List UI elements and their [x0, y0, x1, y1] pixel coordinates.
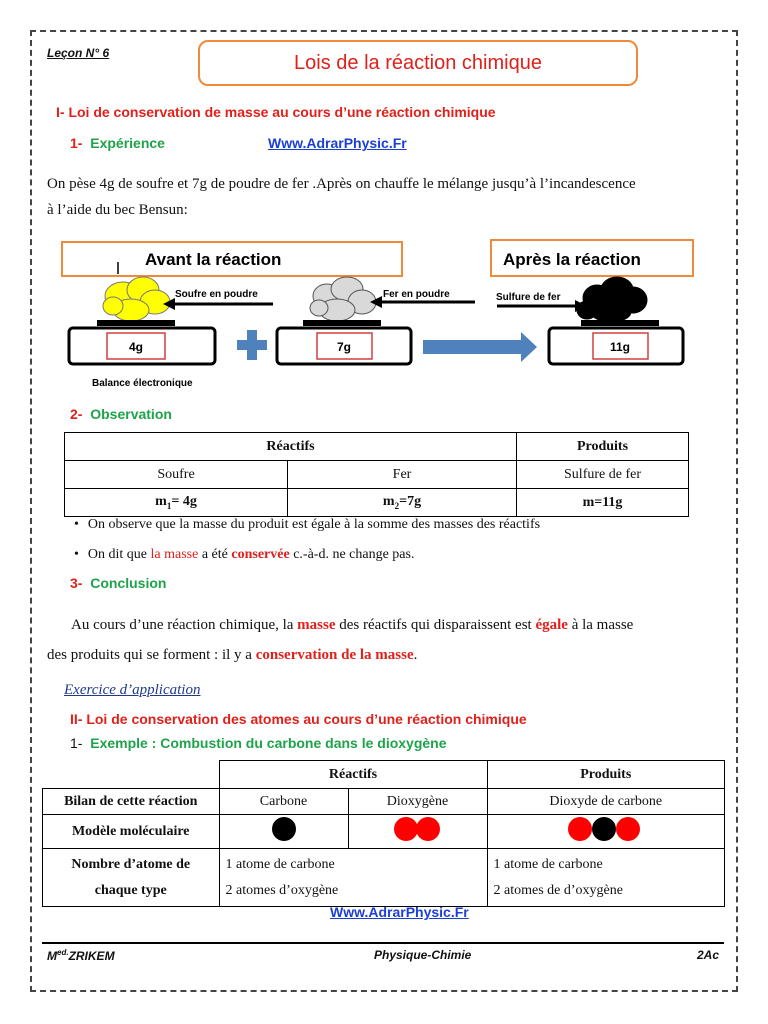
- section2-heading: II- Loi de conservation des atomes au cours d’une réaction chimique: [70, 711, 527, 727]
- observation-heading: 2- Observation: [70, 406, 172, 422]
- mass-3: 11g: [609, 340, 631, 354]
- iron-powder: [310, 277, 376, 321]
- adrarphysic-link-bottom[interactable]: Www.AdrarPhysic.Fr: [330, 904, 469, 920]
- reactant-atoms: 1 atome de carbone 2 atomes d’oxygène: [219, 849, 487, 907]
- mass-table: Réactifs Produits Soufre Fer Sulfure de fer $m_1= 4g$ $m_2=7g$ m=11g: [64, 432, 689, 517]
- sulfur-powder: [103, 277, 170, 321]
- atom-count-label: Nombre d’atome de chaque type: [43, 849, 220, 907]
- experiment-diagram: [55, 236, 715, 396]
- product-atoms: 1 atome de carbone 2 atomes de d’oxygène: [487, 849, 725, 907]
- section1-heading: I- Loi de conservation de masse au cours d’une réaction chimique: [56, 104, 496, 120]
- exercise-link[interactable]: Exercice d’application: [64, 682, 201, 698]
- author: $M^{ed.}ZRIKEM$: [47, 948, 115, 963]
- experience-intro: On pèse 4g de soufre et 7g de poudre de fer .Après on chauffe le mélange jusqu’à l’incandescence à l’aide du bec Bensun:: [47, 176, 636, 218]
- balance-label: Balance électronique: [92, 378, 193, 389]
- level: 2Ac: [697, 948, 720, 962]
- soufre-label: Soufre en poudre: [175, 289, 258, 300]
- plus-sign: [237, 330, 267, 360]
- iron-sulfide: [577, 277, 647, 322]
- adrarphysic-link-top[interactable]: Www.AdrarPhysic.Fr: [268, 135, 407, 151]
- fer-label: Fer en poudre: [383, 289, 450, 300]
- balance-1: [69, 320, 215, 364]
- balance-2: [277, 320, 411, 364]
- page-title: Lois de la réaction chimique: [198, 40, 638, 86]
- after-label: Après la réaction: [503, 250, 641, 269]
- example-heading: 1- Exemple : Combustion du carbone dans le dioxygène: [70, 735, 447, 751]
- balance-3: [549, 320, 683, 364]
- co2-model: [487, 815, 725, 849]
- sulfure-label: Sulfure de fer: [496, 292, 561, 303]
- before-label: Avant la réaction: [145, 250, 282, 269]
- reaction-arrow: [423, 332, 537, 362]
- conclusion-text: Au cours d’une réaction chimique, la masse des réactifs qui disparaissent est égale à la masse des produits qui se forment : il y a conservation de la masse.: [47, 617, 634, 663]
- m2-value: $m_2=7g$: [288, 489, 517, 517]
- footer-rule: [42, 942, 724, 944]
- m-value: m=11g: [517, 489, 689, 517]
- subject: Physique-Chimie: [374, 948, 472, 962]
- dioxygen-model: [348, 815, 487, 849]
- carbon-model: [219, 815, 348, 849]
- m1-value: $m_1= 4g$: [65, 489, 288, 517]
- observation-bullet-2: • On dit que la masse a été conservée c.-à-d. ne change pas.: [74, 547, 415, 562]
- lesson-number: Leçon N° 6: [47, 46, 110, 60]
- experience-heading: 1- Expérience: [70, 135, 165, 151]
- mass-1: 4g: [128, 340, 144, 354]
- conclusion-heading: 3- Conclusion: [70, 575, 167, 591]
- mass-2: 7g: [336, 340, 352, 354]
- atoms-table: Réactifs Produits Bilan de cette réaction Carbone Dioxygène Dioxyde de carbone Modèle moléculaire Nombre d’atome de chaque type 1 atome de carbone 2 atomes d’oxygène 1 atome de carbone 2 atomes de d’oxygène: [42, 760, 725, 907]
- observation-bullet-1: • On observe que la masse du produit est égale à la somme des masses des réactifs: [74, 517, 541, 532]
